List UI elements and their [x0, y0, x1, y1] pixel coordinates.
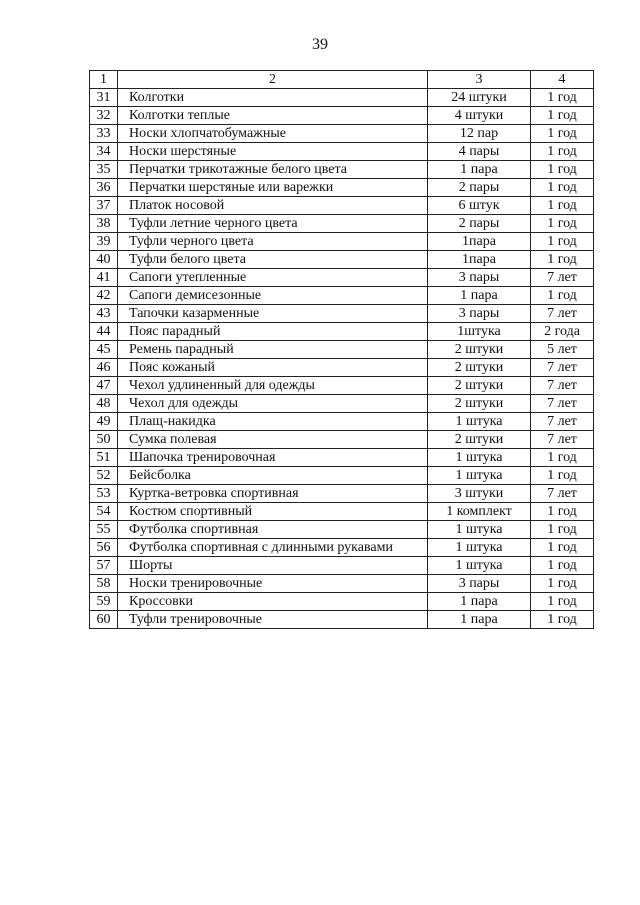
item-name: Носки шерстяные [118, 143, 428, 161]
item-quantity: 1 штука [428, 557, 531, 575]
item-name: Ремень парадный [118, 341, 428, 359]
item-quantity: 2 пары [428, 179, 531, 197]
row-number: 48 [90, 395, 118, 413]
item-quantity: 1пара [428, 233, 531, 251]
item-quantity: 1 пара [428, 161, 531, 179]
item-term: 7 лет [531, 395, 594, 413]
item-term: 1 год [531, 467, 594, 485]
item-term: 1 год [531, 125, 594, 143]
item-quantity: 2 пары [428, 215, 531, 233]
table-row [90, 377, 594, 395]
item-name: Перчатки шерстяные или варежки [118, 179, 428, 197]
row-number: 41 [90, 269, 118, 287]
item-quantity: 3 пары [428, 305, 531, 323]
row-number: 42 [90, 287, 118, 305]
item-quantity: 2 штуки [428, 395, 531, 413]
item-term: 1 год [531, 449, 594, 467]
row-number: 52 [90, 467, 118, 485]
table-row [90, 539, 594, 557]
item-term: 7 лет [531, 413, 594, 431]
item-name: Шапочка тренировочная [118, 449, 428, 467]
item-quantity: 1 штука [428, 449, 531, 467]
item-quantity: 24 штуки [428, 89, 531, 107]
column-header: 4 [531, 71, 594, 89]
item-name: Колготки [118, 89, 428, 107]
table-row [90, 125, 594, 143]
table-row [90, 557, 594, 575]
table-row [90, 449, 594, 467]
item-name: Туфли летние черного цвета [118, 215, 428, 233]
column-header: 2 [118, 71, 428, 89]
item-name: Кроссовки [118, 593, 428, 611]
row-number: 34 [90, 143, 118, 161]
table-row [90, 593, 594, 611]
item-term: 1 год [531, 539, 594, 557]
row-number: 55 [90, 521, 118, 539]
table-row [90, 413, 594, 431]
table-row [90, 395, 594, 413]
item-term: 1 год [531, 89, 594, 107]
item-name: Чехол для одежды [118, 395, 428, 413]
item-quantity: 1 комплект [428, 503, 531, 521]
item-quantity: 2 штуки [428, 431, 531, 449]
item-name: Костюм спортивный [118, 503, 428, 521]
items-table [89, 70, 594, 629]
table-row [90, 251, 594, 269]
item-name: Платок носовой [118, 197, 428, 215]
item-name: Куртка-ветровка спортивная [118, 485, 428, 503]
item-quantity: 3 штуки [428, 485, 531, 503]
table-row [90, 485, 594, 503]
item-quantity: 1штука [428, 323, 531, 341]
item-quantity: 1 пара [428, 287, 531, 305]
items-table-body [90, 71, 594, 629]
row-number: 39 [90, 233, 118, 251]
table-row [90, 179, 594, 197]
row-number: 57 [90, 557, 118, 575]
table-row [90, 233, 594, 251]
item-quantity: 2 штуки [428, 377, 531, 395]
item-term: 1 год [531, 197, 594, 215]
item-name: Колготки теплые [118, 107, 428, 125]
table-row [90, 107, 594, 125]
item-term: 1 год [531, 179, 594, 197]
table-row [90, 161, 594, 179]
item-name: Носки хлопчатобумажные [118, 125, 428, 143]
item-name: Плащ-накидка [118, 413, 428, 431]
row-number: 43 [90, 305, 118, 323]
item-quantity: 2 штуки [428, 359, 531, 377]
item-term: 1 год [531, 107, 594, 125]
table-row [90, 323, 594, 341]
row-number: 33 [90, 125, 118, 143]
item-name: Туфли черного цвета [118, 233, 428, 251]
item-name: Сумка полевая [118, 431, 428, 449]
item-quantity: 1 пара [428, 593, 531, 611]
item-term: 1 год [531, 503, 594, 521]
item-term: 1 год [531, 521, 594, 539]
row-number: 49 [90, 413, 118, 431]
item-quantity: 4 штуки [428, 107, 531, 125]
item-name: Носки тренировочные [118, 575, 428, 593]
table-row [90, 359, 594, 377]
item-term: 1 год [531, 143, 594, 161]
item-term: 1 год [531, 575, 594, 593]
table-row [90, 89, 594, 107]
item-name: Тапочки казарменные [118, 305, 428, 323]
item-term: 1 год [531, 161, 594, 179]
table-row [90, 575, 594, 593]
row-number: 50 [90, 431, 118, 449]
row-number: 53 [90, 485, 118, 503]
item-name: Туфли белого цвета [118, 251, 428, 269]
item-quantity: 1 пара [428, 611, 531, 629]
item-quantity: 4 пары [428, 143, 531, 161]
row-number: 59 [90, 593, 118, 611]
row-number: 36 [90, 179, 118, 197]
row-number: 35 [90, 161, 118, 179]
table-header-row [90, 71, 594, 89]
item-term: 7 лет [531, 485, 594, 503]
item-name: Пояс парадный [118, 323, 428, 341]
table-row [90, 503, 594, 521]
item-quantity: 6 штук [428, 197, 531, 215]
item-name: Туфли тренировочные [118, 611, 428, 629]
table-row [90, 341, 594, 359]
item-quantity: 1 штука [428, 413, 531, 431]
item-name: Пояс кожаный [118, 359, 428, 377]
table-row [90, 215, 594, 233]
item-quantity: 3 пары [428, 575, 531, 593]
table-row [90, 305, 594, 323]
row-number: 54 [90, 503, 118, 521]
item-quantity: 12 пар [428, 125, 531, 143]
item-term: 1 год [531, 251, 594, 269]
row-number: 44 [90, 323, 118, 341]
row-number: 46 [90, 359, 118, 377]
item-name: Сапоги демисезонные [118, 287, 428, 305]
column-header: 3 [428, 71, 531, 89]
item-term: 1 год [531, 287, 594, 305]
row-number: 56 [90, 539, 118, 557]
item-term: 7 лет [531, 359, 594, 377]
item-term: 2 года [531, 323, 594, 341]
item-name: Чехол удлиненный для одежды [118, 377, 428, 395]
row-number: 58 [90, 575, 118, 593]
table-row [90, 197, 594, 215]
table-row [90, 143, 594, 161]
row-number: 47 [90, 377, 118, 395]
item-name: Шорты [118, 557, 428, 575]
column-header: 1 [90, 71, 118, 89]
item-term: 1 год [531, 593, 594, 611]
item-name: Футболка спортивная с длинными рукавами [118, 539, 428, 557]
row-number: 40 [90, 251, 118, 269]
row-number: 60 [90, 611, 118, 629]
row-number: 38 [90, 215, 118, 233]
item-name: Сапоги утепленные [118, 269, 428, 287]
row-number: 45 [90, 341, 118, 359]
row-number: 32 [90, 107, 118, 125]
item-quantity: 1 штука [428, 467, 531, 485]
item-quantity: 1 штука [428, 521, 531, 539]
item-quantity: 3 пары [428, 269, 531, 287]
row-number: 51 [90, 449, 118, 467]
row-number: 31 [90, 89, 118, 107]
item-term: 7 лет [531, 269, 594, 287]
item-name: Футболка спортивная [118, 521, 428, 539]
item-quantity: 2 штуки [428, 341, 531, 359]
item-term: 1 год [531, 557, 594, 575]
table-row [90, 521, 594, 539]
item-name: Бейсболка [118, 467, 428, 485]
item-term: 1 год [531, 215, 594, 233]
item-name: Перчатки трикотажные белого цвета [118, 161, 428, 179]
item-quantity: 1пара [428, 251, 531, 269]
table-row [90, 467, 594, 485]
item-term: 1 год [531, 233, 594, 251]
item-term: 7 лет [531, 431, 594, 449]
row-number: 37 [90, 197, 118, 215]
table-row [90, 269, 594, 287]
item-term: 7 лет [531, 305, 594, 323]
table-row [90, 431, 594, 449]
page-number: 39 [312, 36, 328, 53]
item-quantity: 1 штука [428, 539, 531, 557]
item-term: 7 лет [531, 377, 594, 395]
table-row [90, 611, 594, 629]
item-term: 5 лет [531, 341, 594, 359]
item-term: 1 год [531, 611, 594, 629]
table-row [90, 287, 594, 305]
